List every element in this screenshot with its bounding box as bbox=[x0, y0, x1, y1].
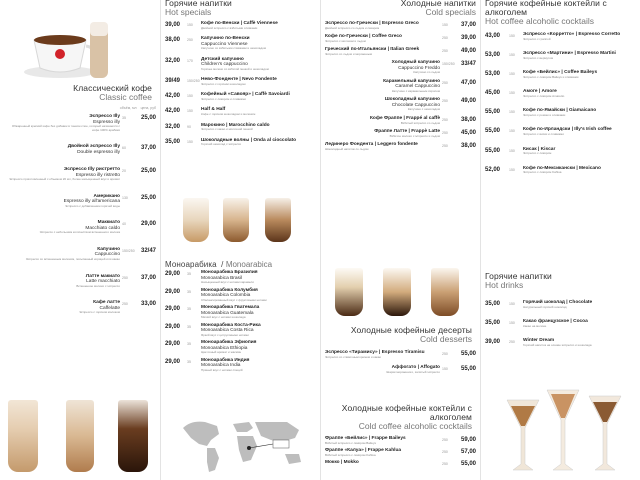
list-item: Латте макиато Latte macchiato Вспененное молоко с эспрессо 250 37,00 bbox=[76, 273, 156, 288]
monoarabica-list bbox=[161, 270, 320, 375]
list-item: Эспрессо Illy Espresso illy Обжаренный крепкий кофе без добавок в тонком слое, который начинается с кофе 100% арабики 35 25,00 bbox=[11, 114, 156, 132]
list-item: Эспрессо по-Гречески | Espresso Greco Двойной эспрессо со льдом и сахаром 150 37,00 bbox=[325, 21, 476, 30]
list-item: 29,00 35 Моноарабика Коста-Рика Monoarabica Costa Rica Яркий вкус с цитрусовыми нотами bbox=[165, 322, 261, 337]
list-item: Двойной эспрессо Illy Double espresso illy 60 37,00 bbox=[67, 144, 156, 155]
section-subtitle: Classic coffee bbox=[99, 92, 152, 102]
hot-specials-list bbox=[161, 21, 320, 147]
list-item: 55,00 150 Кофе по-Ямайски | Giamaicano Эспрессо с ромом и сливками bbox=[485, 108, 597, 117]
list-item: Холодный капучино Cappuccino Freddo Капучино со льдом 150/250 33/47 bbox=[391, 60, 476, 75]
section-subtitle: Cold desserts bbox=[420, 334, 472, 344]
header-volume: объём, мл bbox=[119, 106, 137, 110]
section-subtitle: Cold specials bbox=[425, 7, 476, 17]
list-item: 29,00 35 Моноарабика Колумбия Monoarabica Colombia Сбалансированный вкус с фруктовыми нотами bbox=[165, 287, 267, 302]
cold-desserts-list bbox=[321, 350, 480, 376]
header-price: цена, руб bbox=[140, 106, 156, 110]
column-cold-specials bbox=[320, 0, 480, 480]
cold-drink-glass-image bbox=[383, 268, 411, 316]
classic-coffee-list bbox=[0, 114, 160, 317]
list-item: 38,00 250 Капучино по-Венски Cappuccino Viennese Капучино со взбитыми сливками и шоколадом bbox=[165, 36, 266, 51]
list-item: Фраппе «Бейлис» | Frappe Baileys Взбитый эспрессо с ликёром Baileys 250 59,00 bbox=[325, 436, 476, 445]
section-title: Горячие напитки bbox=[165, 0, 232, 8]
list-item: 55,00 150 Кофе по-Ирландски | Illy's Irish coffee Эспрессо с виски и сливками bbox=[485, 127, 612, 136]
cold-drink-glass-image bbox=[335, 268, 363, 316]
list-item: 29,00 35 Моноарабика Индия Monoarabica India Пряный вкус с нотами специй bbox=[165, 357, 250, 372]
cold-drink-glass-image bbox=[431, 268, 459, 316]
cocktail-glass-image bbox=[503, 394, 543, 474]
list-item: 52,00 150 Кофе по-Мексикански | Mexicano Эспрессо с ликёром Kahlua bbox=[485, 165, 601, 175]
list-item: Шоколадный капучино Chocolate Cappuccino Капучино с шоколадом 250 49,00 bbox=[384, 97, 476, 112]
list-item: Кафе латте Caffelatte Эспрессо с горячим молоком 250 33,00 bbox=[79, 300, 156, 315]
list-item: Эспрессо «Тирамису» | Espresso Tiramisu Эспрессо со сливочным кремом и какао 250 55,00 bbox=[325, 350, 476, 359]
list-item: 35,00 150 Какао французское | Cocoa Какао на молоке bbox=[485, 319, 588, 328]
list-item: Аффогато | Affogato Шарик мороженого, залитый эспрессо 150 55,00 bbox=[386, 365, 476, 374]
column-classic-coffee bbox=[0, 0, 160, 480]
list-item: Греческий по-Итальянски | Italian Greek Эспрессо со льдом и мороженым 250 49,00 bbox=[325, 47, 476, 56]
section-subtitle: Hot drinks bbox=[485, 280, 524, 290]
list-item: 42,00 150 Кофейный «Савояр» | Caffè Savoiardi Эспрессо с ликёром и сливками bbox=[165, 92, 290, 101]
list-item: 39/49 150/250 Нево-Фонденте | Nevo Fondente Эспрессо с горячим шоколадом bbox=[165, 77, 277, 86]
list-item: 29,00 35 Моноарабика Гватемала Monoarabica Guatemala Мягкий вкус с нотами шоколада bbox=[165, 305, 260, 320]
list-item: 32,00 170 Детский капучино Children's cappuccino Горячее молоко со взбитой пенкой и шоколадом bbox=[165, 56, 269, 71]
list-item: Фраппе «Калуа» | Frappe Kahlua Взбитый эспрессо с ликёром Kahlua 250 57,00 bbox=[325, 448, 476, 457]
list-item: 32,00 90 Марокино | Marocchino caldo Эспрессо с какао и молочной пенкой bbox=[165, 122, 270, 132]
list-item: 29,00 35 Моноарабика Эфиопия Monoarabica Ethiopia Цветочный аромат и жасмин bbox=[165, 340, 257, 355]
section-title: Холодные напитки bbox=[400, 0, 476, 8]
cocktail-glass-image bbox=[543, 384, 583, 474]
mono-title-en: Monoarabica bbox=[225, 260, 273, 269]
mono-title: Моноарабика bbox=[165, 260, 217, 269]
column-hot-specials: Горячие напитки Hot specials 39,00 150 Кофе по-Венски | Caffè Viennese Двойной эспрессо с взбитыми сливками 38,00 250 Капучино по-Венски Cappuccino Viennese Капучино со взбитыми сливками и шоколадом 32,00 170 Детский капучино Children's cappuccino Горячее молоко со взбитой пенкой и шоколадом 39/49 150/250 Нево-Фонденте | Nevo Fondente Эспрессо с горячим шоколадом 42,00 150 Кофейный «Савояр» | Caffè Savoiardi Эспрессо с ликёром и сливками 42,00 150 Half & Half Кофе с горячим шоколадом и молоком 32,00 90 Марокино | Marocchino caldo Эспрессо с какао и молочной пенкой 35,00 150 Шоколадные волны | Onda al cioccolato Горячий шоколад с эспрессо Моноарабика / Monoarabica 29,00 35 Моноарабика Бразилия Monoarabica Brasil Насыщенный вкус с нотами карамели 29,00 35 Моноарабика Колумбия Monoarabica Colombia Сбалансированный вкус с фруктовыми нотами 29,00 35 Моноарабика Гватемала Monoarabica Guatemala Мягкий вкус с нотами шоколада 29,00 35 Моноарабика Коста-Рика Monoarabica Costa Rica Яркий вкус с цитрусовыми нотами 29,00 35 Моноарабика Эфиопия Monoarabica Ethiopia Цветочный аромат и жасмин 29,00 35 Моноарабика Индия Monoarabica India Пряный вкус с нотами специй bbox=[160, 0, 320, 480]
list-item: Фраппе Латте | Frappè Latte Взбитое молоко с эспрессо и льдом 250 45,00 bbox=[374, 129, 476, 138]
column-hot-cocktails bbox=[480, 0, 640, 480]
section-title: Холодные кофейные десерты bbox=[350, 325, 472, 335]
section-title: Горячие кофейные коктейли с алкоголем bbox=[485, 0, 607, 17]
section-title: Классический кофе bbox=[73, 83, 152, 93]
hot-drinks-list bbox=[481, 300, 640, 350]
list-item: Эспрессо Illy ристретто Espresso illy ristretto Эспрессо приготовленный с объемом 20 мл, более насыщенный вкус и аромат 20 25,00 bbox=[9, 167, 156, 182]
list-item: 35,00 150 Горячий шоколад | Chocolate Натуральный горячий шоколад bbox=[485, 300, 593, 309]
list-item: Капучино Cappuccino Эспрессо со вспененным молоком, посыпанный корицей или какао 150/250 32/47 bbox=[25, 246, 156, 261]
list-item: 39,00 150 Кофе по-Венски | Caffè Viennese Двойной эспрессо с взбитыми сливками bbox=[165, 21, 278, 30]
section-subtitle: Hot specials bbox=[165, 7, 212, 17]
list-item: Маккиато Macchiato caldo Эспрессо с небольшим количеством вспененного молока 40 29,00 bbox=[39, 220, 156, 235]
section-title: Холодные кофейные коктейли с алкоголем bbox=[341, 403, 472, 422]
list-item: Мокко | Mokko 250 55,00 bbox=[325, 460, 476, 468]
list-item: Кофе по-Гречески | Coffee Greco Эспрессо с молоком и льдом 250 39,00 bbox=[325, 34, 476, 43]
list-item: Кофе Фраппе | Frappé al caffè Взбитый эспрессо со льдом 250 38,00 bbox=[369, 116, 476, 125]
cold-cocktails-list bbox=[321, 436, 480, 469]
cold-specials-list bbox=[321, 21, 480, 151]
coffee-glass-image bbox=[223, 198, 249, 242]
list-item: 55,00 150 Кисак | Kiscar Эспрессо с ликёром bbox=[485, 146, 556, 156]
list-item: 43,00 150 Эспрессо «Корретто» | Espresso Corretto Эспрессо с граппой bbox=[485, 32, 621, 41]
list-item: 53,00 150 Эспрессо «Мартини» | Espresso Martini Эспрессо с вермутом bbox=[485, 51, 616, 60]
section-title: Горячие напитки bbox=[485, 271, 552, 281]
list-item: 45,00 150 Амоге | Amore Эспрессо с ликёром Amaretto bbox=[485, 89, 565, 98]
list-item: 42,00 150 Half & Half Кофе с горячим шоколадом и молоком bbox=[165, 107, 256, 116]
list-item: 53,00 150 Кофе «Бейлис» | Coffee Baileys Эспрессо с ликёром Baileys и сливками bbox=[485, 70, 598, 79]
coffee-glass-image bbox=[8, 400, 38, 472]
list-item: 29,00 35 Моноарабика Бразилия Monoarabica Brasil Насыщенный вкус с нотами карамели bbox=[165, 270, 258, 284]
list-item: Американо Espresso illy all'americana Эспрессо с добавлением горячей воды 130 25,00 bbox=[63, 193, 156, 208]
coffee-glass-image bbox=[118, 400, 148, 472]
list-item: Лединеро Фондента | Leggero fondente Шоколадный напиток со льдом 250 38,00 bbox=[325, 142, 476, 151]
list-item: 39,00 250 Winter Dream Горячий напиток на основе эспрессо и шоколада bbox=[485, 338, 592, 347]
coffee-glass-image bbox=[183, 198, 209, 242]
hot-cocktails-list bbox=[481, 32, 640, 175]
coffee-glass-image bbox=[265, 198, 291, 242]
espresso-cup-image bbox=[20, 20, 110, 80]
section-subtitle: Hot coffee alcoholic cocktails bbox=[485, 16, 594, 26]
list-item: 35,00 150 Шоколадные волны | Onda al cioccolato Горячий шоколад с эспрессо bbox=[165, 137, 297, 147]
cocktail-glass-image bbox=[585, 390, 625, 474]
list-item: Карамельный капучино Caramel Cappuccino Капучино с карамельным сиропом 250 47,00 bbox=[383, 78, 476, 93]
coffee-glass-image bbox=[66, 400, 94, 472]
world-map-image bbox=[177, 414, 317, 476]
section-subtitle: Cold coffee alcoholic cocktails bbox=[358, 421, 472, 431]
